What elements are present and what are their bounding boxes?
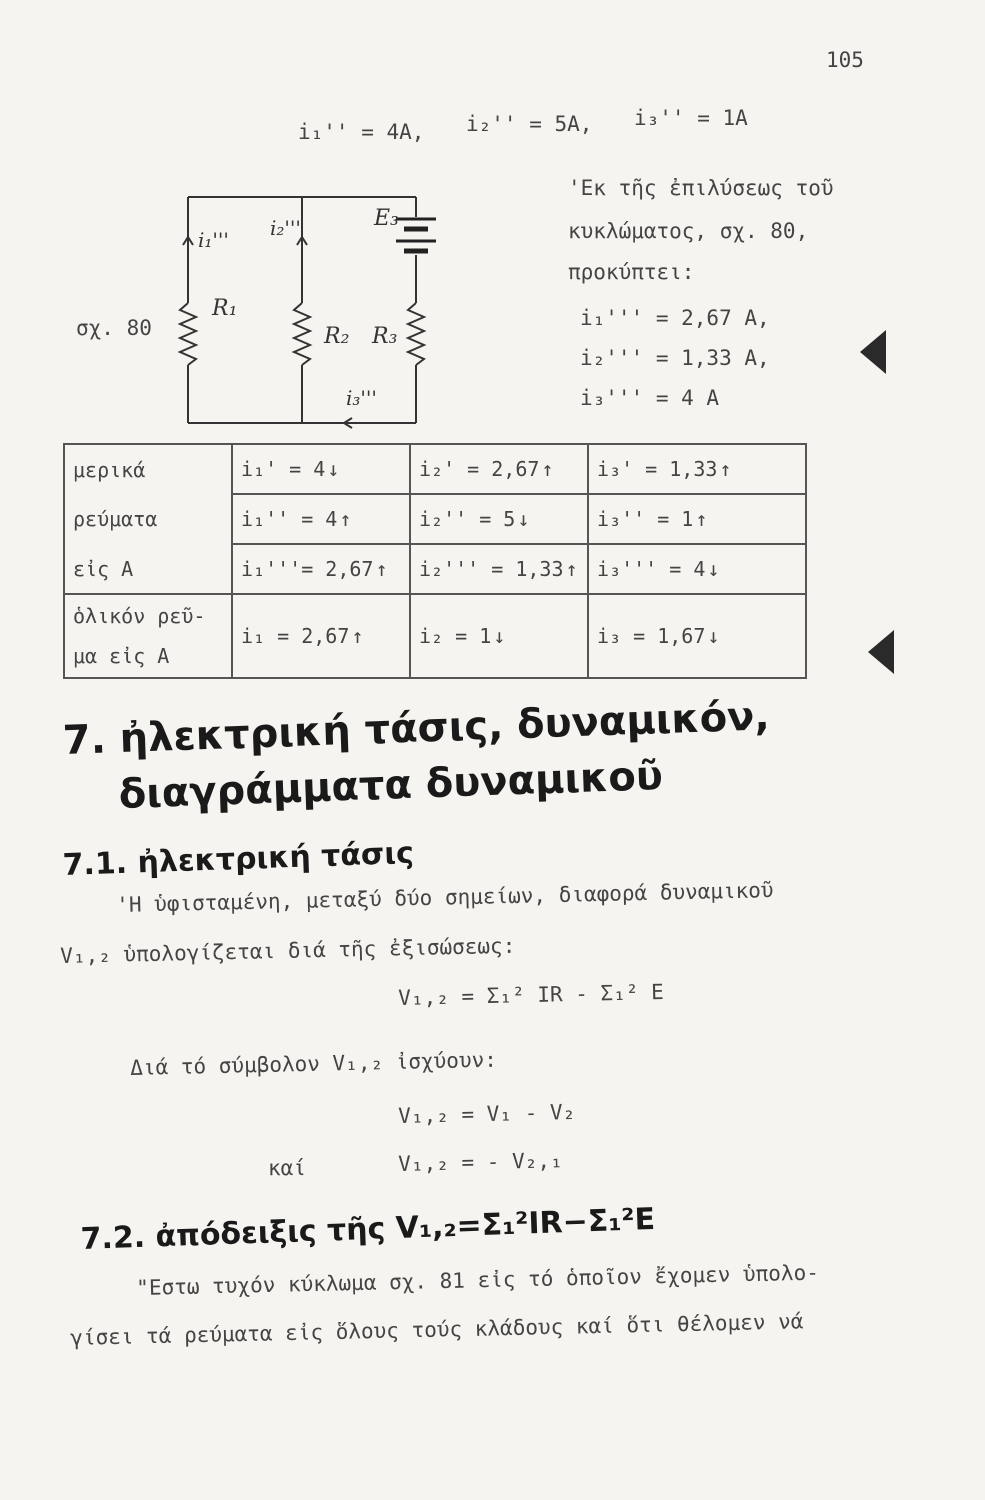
arrow-down-icon bbox=[705, 624, 719, 648]
circuit-label-i1: i₁''' bbox=[198, 228, 229, 252]
arrow-down-icon bbox=[515, 507, 529, 531]
circuit-label-i2: i₂''' bbox=[270, 216, 301, 240]
section-7-title-line-2: διαγράμματα δυναμικοῦ bbox=[118, 753, 664, 818]
table-row bbox=[64, 494, 806, 544]
cell-i2-total: i₂ = 1 bbox=[419, 624, 492, 648]
table-row bbox=[64, 594, 806, 678]
formula-i2: i₂'' = 5A, bbox=[466, 112, 593, 136]
equation-2: V₁,₂ = V₁ - V₂ bbox=[398, 1099, 576, 1128]
margin-marker bbox=[860, 330, 886, 374]
arrow-down-icon bbox=[705, 557, 719, 581]
section-7-1-title: 7.1. ἠλεκτρική τάσις bbox=[62, 835, 415, 883]
arrow-up-icon bbox=[349, 624, 363, 648]
cell-i2-prime: i₂' = 2,67 bbox=[419, 457, 540, 481]
total-label-line-2: μα εἰς A bbox=[73, 644, 170, 668]
arrow-down-icon bbox=[491, 624, 505, 648]
table-row bbox=[64, 544, 806, 594]
cell-i3-tprime: i₃''' = 4 bbox=[597, 557, 706, 581]
total-label-line-1: ὁλικόν ρεῦ- bbox=[73, 604, 206, 628]
cell-i3-total: i₃ = 1,67 bbox=[597, 624, 706, 648]
arrow-up-icon bbox=[373, 557, 387, 581]
cell-i2-dprime: i₂'' = 5 bbox=[419, 507, 516, 531]
section-7-title-line-1: 7. ἠλεκτρική τάσις, δυναμικόν, bbox=[62, 693, 771, 764]
side-result-i3: i₃''' = 4 A bbox=[580, 386, 720, 410]
s71-line-1: 'Η ὑφισταμένη, μεταξύ δύο σημείων, διαφορά δυναμικοῦ bbox=[116, 878, 774, 917]
s71-line-3: Διά τό σύμβολον V₁,₂ ἰσχύουν: bbox=[130, 1047, 498, 1080]
circuit-label-r1: R₁ bbox=[212, 296, 238, 321]
arrow-down-icon bbox=[325, 457, 339, 481]
circuit-diagram bbox=[160, 175, 460, 440]
cell-i1-tprime: i₁'''= 2,67 bbox=[241, 557, 374, 581]
figure-label: σχ. 80 bbox=[76, 316, 152, 340]
equation-3: V₁,₂ = - V₂,₁ bbox=[398, 1148, 563, 1176]
s71-line-2: V₁,₂ ὑπολογίζεται διά τῆς ἐξισώσεως: bbox=[60, 933, 516, 968]
currents-table bbox=[63, 443, 807, 679]
arrow-up-icon bbox=[337, 507, 351, 531]
cell-i3-prime: i₃' = 1,33 bbox=[597, 457, 718, 481]
side-text-line-3: προκύπτει: bbox=[568, 260, 695, 284]
arrow-up-icon bbox=[717, 457, 731, 481]
s72-line-2: γίσει τά ρεύματα εἰς ὅλους τούς κλάδους καί ὅτι θέλομεν νά bbox=[70, 1309, 804, 1350]
formula-i3: i₃'' = 1A bbox=[634, 106, 748, 130]
cell-i2-tprime: i₂''' = 1,33 bbox=[419, 557, 564, 581]
arrow-up-icon bbox=[539, 457, 553, 481]
circuit-label-i3: i₃''' bbox=[346, 386, 377, 410]
cell-i3-dprime: i₃'' = 1 bbox=[597, 507, 694, 531]
side-text-line-2: κυκλώματος, σχ. 80, bbox=[568, 219, 809, 243]
cell-i1-dprime: i₁'' = 4 bbox=[241, 507, 338, 531]
formula-i1: i₁'' = 4A, bbox=[298, 120, 425, 144]
arrow-up-icon bbox=[564, 557, 578, 581]
circuit-label-r2: R₂ bbox=[324, 324, 350, 349]
partial-label-1: μερικά bbox=[64, 444, 232, 494]
table-row bbox=[64, 444, 806, 494]
side-result-i1: i₁''' = 2,67 A, bbox=[580, 306, 770, 330]
section-7-2-title: 7.2. ἀπόδειξις τῆς V₁,₂=Σ₁²IR−Σ₁²E bbox=[80, 1201, 656, 1257]
margin-marker bbox=[868, 630, 894, 674]
partial-label-3: εἰς A bbox=[64, 544, 232, 594]
circuit-label-e3: E₃ bbox=[374, 206, 399, 231]
circuit-label-r3: R₃ bbox=[372, 324, 398, 349]
partial-label-2: ρεύματα bbox=[64, 494, 232, 544]
total-label bbox=[64, 594, 232, 678]
side-result-i2: i₂''' = 1,33 A, bbox=[580, 346, 770, 370]
arrow-up-icon bbox=[693, 507, 707, 531]
s72-line-1: "Εστω τυχόν κύκλωμα σχ. 81 εἰς τό ὁποῖον ἔχομεν ὑπολο- bbox=[136, 1260, 820, 1300]
side-text-line-1: 'Εκ τῆς ἐπιλύσεως τοῦ bbox=[568, 176, 834, 200]
equation-1: V₁,₂ = Σ₁² IR - Σ₁² E bbox=[398, 979, 664, 1010]
page-number: 105 bbox=[826, 48, 864, 72]
equation-3-kai: καί bbox=[268, 1156, 306, 1180]
cell-i1-prime: i₁' = 4 bbox=[241, 457, 326, 481]
cell-i1-total: i₁ = 2,67 bbox=[241, 624, 350, 648]
